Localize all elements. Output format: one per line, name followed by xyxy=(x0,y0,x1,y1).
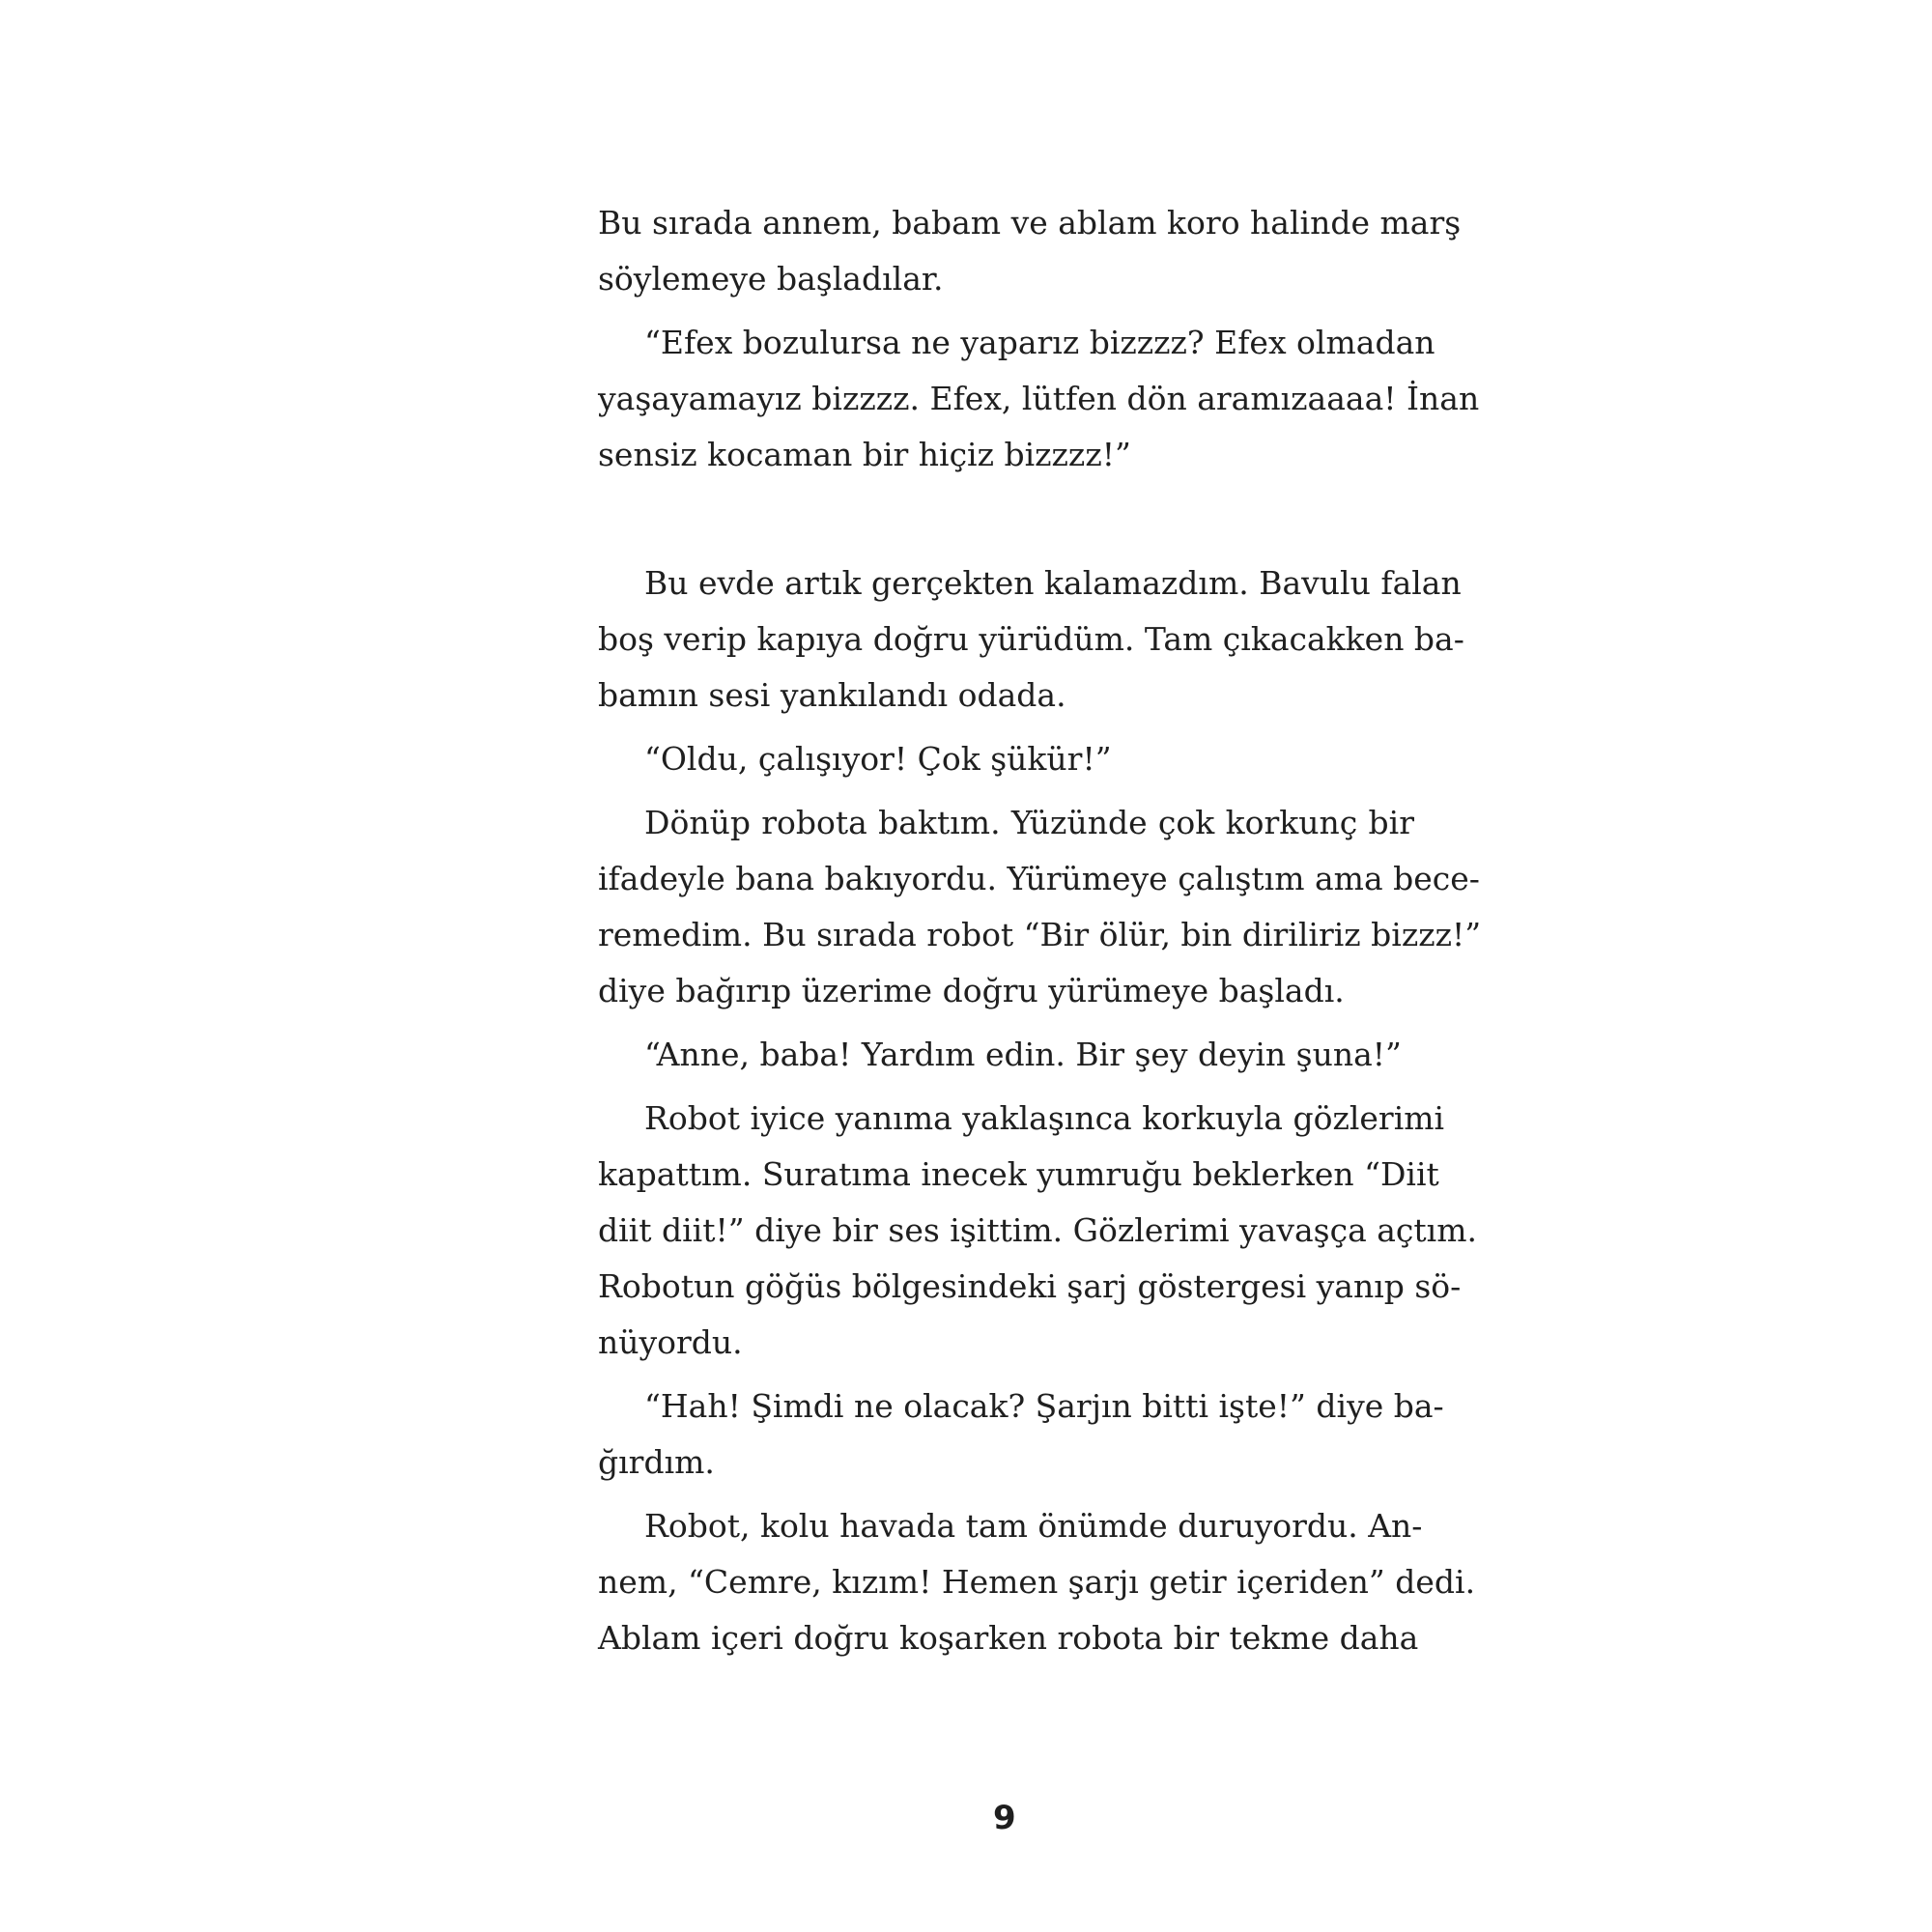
paragraph xyxy=(598,195,1462,307)
text-line: Bu sırada annem, babam ve ablam koro halinde marş xyxy=(598,204,1462,242)
text-line: boş verip kapıya doğru yürüdüm. Tam çıkacakken ba- xyxy=(598,620,1464,658)
text-line: “Oldu, çalışıyor! Çok şükür!” xyxy=(644,740,1112,778)
text-line: Robotun göğüs bölgesindeki şarj göstergesi yanıp sö- xyxy=(598,1267,1462,1305)
paragraph xyxy=(598,1378,1444,1491)
page-number: 9 xyxy=(993,1799,1016,1837)
text-line: ifadeyle bana bakıyordu. Yürümeye çalıştım ama bece- xyxy=(598,860,1480,897)
text-block-bottom xyxy=(598,555,1482,1674)
paragraph xyxy=(598,731,1414,787)
paragraph xyxy=(598,795,1482,1019)
text-line: söylemeye başladılar. xyxy=(598,260,944,298)
paragraph xyxy=(598,1498,1476,1666)
text-line: Ablam içeri doğru koşarken robota bir tekme daha xyxy=(598,1619,1419,1657)
text-line: Dönüp robota baktım. Yüzünde çok korkunç bir xyxy=(644,804,1414,841)
text-line: nüyordu. xyxy=(598,1323,743,1361)
text-line: kapattım. Suratıma inecek yumruğu beklerken “Diit xyxy=(598,1155,1439,1193)
text-line: diye bağırıp üzerime doğru yürümeye başladı. xyxy=(598,972,1345,1009)
text-line: yaşayamayız bizzzz. Efex, lütfen dön aramızaaaa! İnan xyxy=(598,380,1480,417)
text-line: Bu evde artık gerçekten kalamazdım. Bavulu falan xyxy=(644,564,1462,602)
paragraph xyxy=(598,1027,1414,1083)
paragraph xyxy=(598,1091,1477,1371)
text-line: sensiz kocaman bir hiçiz bizzzz!” xyxy=(598,436,1131,473)
text-line: ğırdım. xyxy=(598,1443,715,1481)
paragraph xyxy=(598,555,1464,724)
text-block-top xyxy=(598,195,1480,491)
text-line: nem, “Cemre, kızım! Hemen şarjı getir içeriden” dedi. xyxy=(598,1563,1476,1601)
text-line: remedim. Bu sırada robot “Bir ölür, bin diriliriz bizzz!” xyxy=(598,916,1482,953)
text-line: diit diit!” diye bir ses işittim. Gözlerimi yavaşça açtım. xyxy=(598,1211,1477,1249)
paragraph xyxy=(598,315,1480,483)
text-line: “Anne, baba! Yardım edin. Bir şey deyin şuna!” xyxy=(644,1036,1402,1073)
text-line: “Hah! Şimdi ne olacak? Şarjın bitti işte!” diye ba- xyxy=(644,1387,1444,1425)
text-line: Robot iyice yanıma yaklaşınca korkuyla gözlerimi xyxy=(644,1099,1445,1137)
text-line: Robot, kolu havada tam önümde duruyordu. An- xyxy=(644,1507,1423,1545)
text-line: bamın sesi yankılandı odada. xyxy=(598,676,1066,714)
text-line: “Efex bozulursa ne yaparız bizzzz? Efex olmadan xyxy=(644,324,1435,361)
